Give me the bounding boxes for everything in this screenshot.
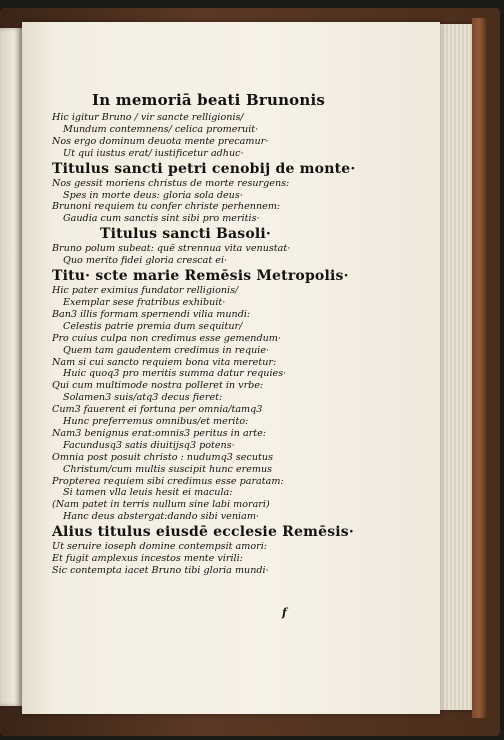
- verse-line: Hanc deus abstergat:dando sibi veniam·: [63, 511, 259, 523]
- verse-line: Propterea requiem sibi credimus esse paratam:: [52, 475, 284, 487]
- section-heading: Titulus sancti Basoli·: [100, 226, 271, 243]
- section-heading: Titulus sancti petri cenobij de monte·: [52, 160, 356, 177]
- verse-line: Ut qui iustus erat/ iustificetur adhuc·: [63, 147, 244, 159]
- verse-line: Christum/cum multis suscipit hunc eremus: [63, 463, 273, 475]
- verse-line: Nos ergo dominum deuota mente precamur·: [52, 135, 269, 147]
- book-page: [22, 22, 440, 714]
- verse-line: Sic contempta iacet Bruno tibi gloria mundi·: [52, 565, 269, 576]
- section-heading: Alius titulus eiusdē ecclesie Remēsis·: [52, 524, 354, 541]
- verse-line: Bruno polum subeat: quē strennua vita venustat·: [52, 243, 291, 255]
- verse-line: Nam si cui sancto requiem bona vita meretur:: [52, 356, 277, 368]
- verse-line: Omnia post posuit christo : nudumq3 secutus: [52, 451, 273, 463]
- verse-line: Cum3 fauerent ei fortuna per omnia/tamq3: [52, 404, 263, 416]
- verse-line: Qui cum multimode nostra polleret in vrbe:: [52, 380, 264, 392]
- previous-leaf: [0, 28, 22, 706]
- verse-line: Huic quoq3 pro meritis summa datur requies·: [63, 368, 287, 380]
- verse-line: Et fugit amplexus incestos mente virili:: [52, 553, 243, 565]
- verse-line: Quo merito fidei gloria crescat ei·: [63, 255, 228, 267]
- section-heading: Titu· scte marie Remēsis Metropolis·: [52, 268, 349, 285]
- page-title: In memoriā beati Brunonis: [92, 91, 326, 109]
- verse-line: Nos gessit moriens christus de morte resurgens:: [52, 177, 290, 189]
- verse-line: Spes in morte deus: gloria sola deus·: [63, 189, 243, 201]
- verse-line: Si tamen vlla leuis hesit ei macula:: [63, 487, 233, 499]
- verse-line: Ban3 illis formam spernendi vilia mundi:: [52, 308, 251, 320]
- verse-line: Mundum contemnens/ celica promeruit·: [63, 123, 259, 135]
- verse-line: Celestis patrie premia dum sequitur/: [63, 320, 243, 332]
- verse-line: Hic pater eximius fundator relligionis/: [52, 285, 239, 297]
- verse-line: Quem tam gaudentem credimus in requie·: [63, 344, 270, 356]
- verse-line: Gaudia cum sanctis sint sibi pro meritis·: [63, 213, 260, 225]
- verse-line: Ut seruire ioseph domine contempsit amori:: [52, 541, 268, 553]
- verse-line: Facundusq3 satis diuitijsq3 potens·: [63, 439, 235, 451]
- verse-line: Hunc preferremus omnibus/et merito:: [63, 416, 249, 428]
- verse-line: Brunoni requiem tu confer christe perhennem:: [52, 201, 281, 213]
- page-text: [52, 90, 356, 577]
- verse-line: Nam3 benignus erat:omnis3 peritus in arte:: [52, 427, 267, 439]
- verse-line: Pro cuius culpa non credimus esse gemendum·: [52, 332, 281, 344]
- verse-line: (Nam patet in terris nullum sine labi morari): [52, 499, 270, 511]
- verse-line: Solamen3 suis/atq3 decus fieret:: [63, 392, 223, 404]
- signature-mark: f: [282, 606, 287, 619]
- verse-line: Hic igitur Bruno / vir sancte relligionis/: [52, 112, 244, 123]
- verse-line: Exemplar sese fratribus exhibuit·: [63, 296, 226, 308]
- cover-edge: [472, 18, 486, 718]
